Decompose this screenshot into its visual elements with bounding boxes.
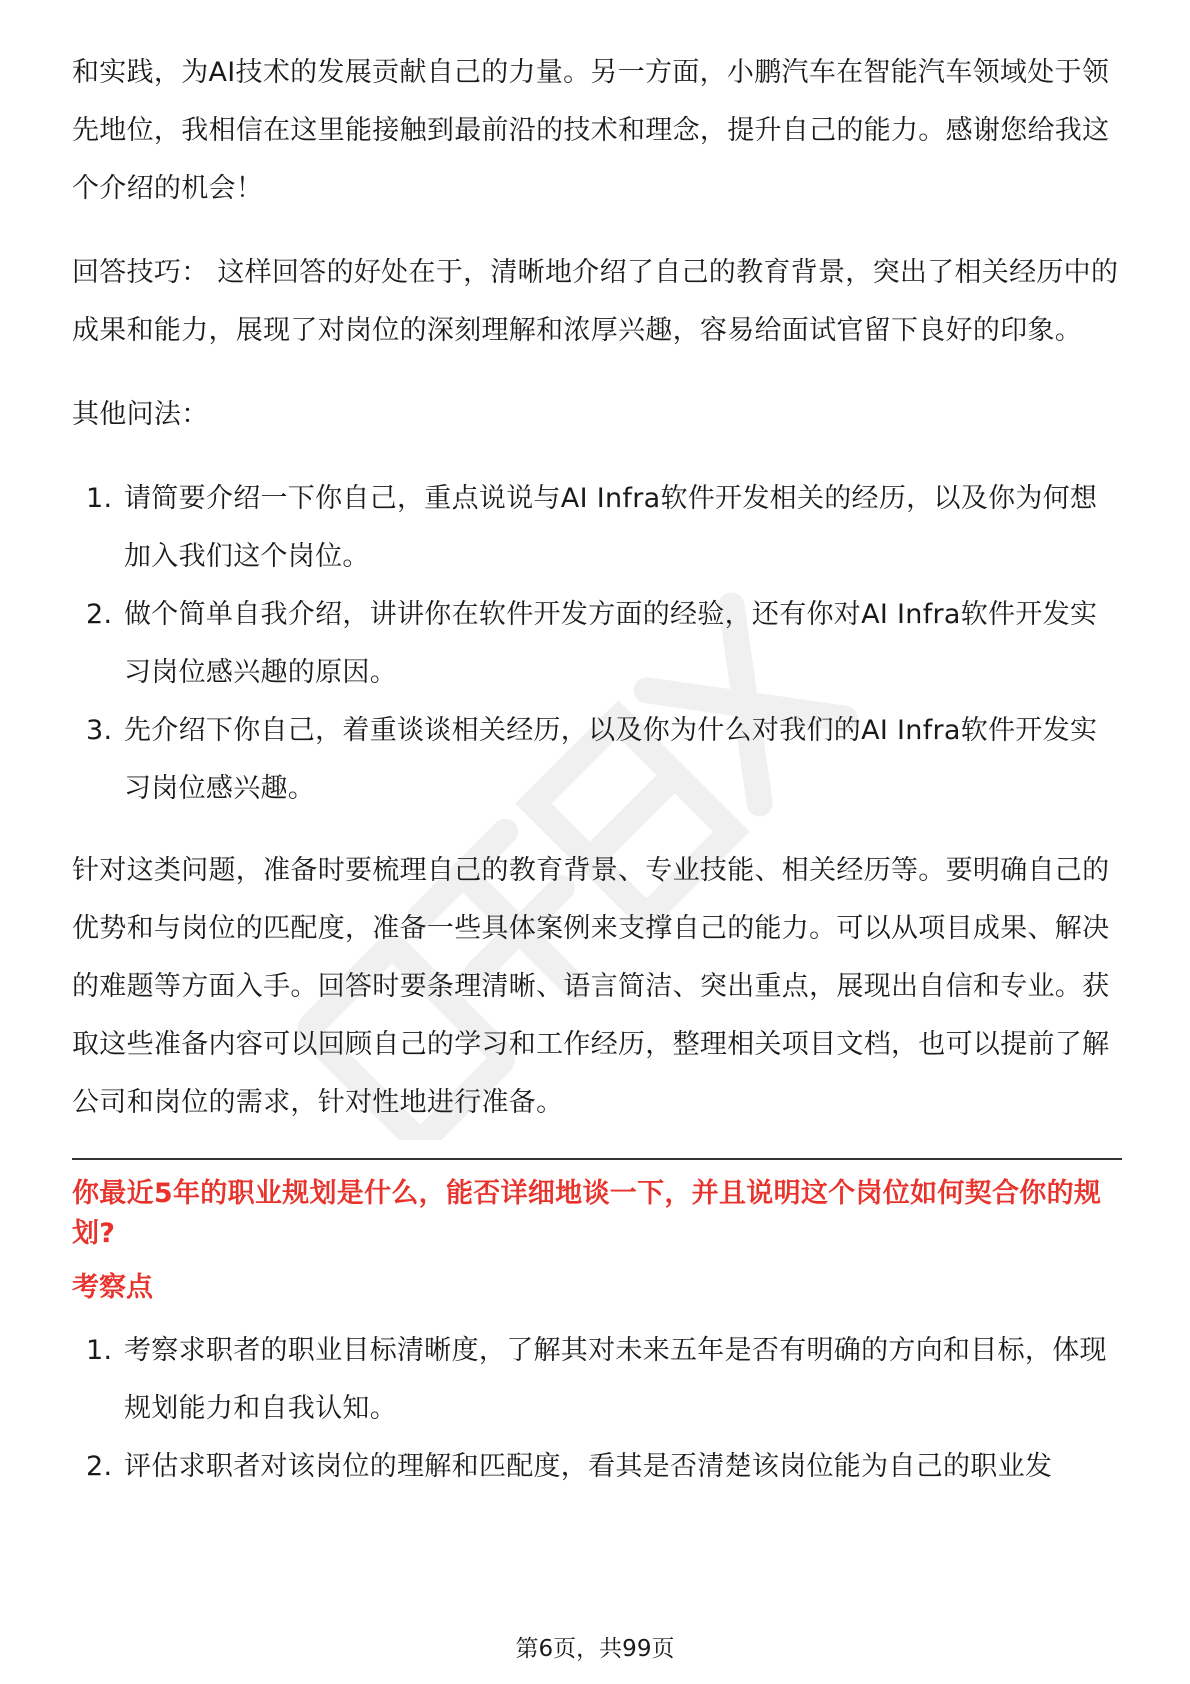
list-item-text: 评估求职者对该岗位的理解和匹配度，看其是否清楚该岗位能为自己的职业发: [124, 1451, 1053, 1482]
section-divider: [72, 1158, 1122, 1160]
main-content: [72, 44, 1122, 1520]
other-questions-label: 其他问法：: [72, 399, 209, 430]
list-item-text: 先介绍下你自己，着重谈谈相关经历，以及你为什么对我们的AI Infra软件开发实习岗位感兴趣。: [124, 715, 1098, 804]
list-number: 3.: [86, 715, 113, 746]
list-item: [72, 586, 1122, 702]
other-questions-list: [72, 470, 1122, 818]
list-item: [72, 1322, 1122, 1438]
list-item-text: 请简要介绍一下你自己，重点说说与AI Infra软件开发相关的经历，以及你为何想加入我们这个岗位。: [124, 483, 1098, 572]
list-number: 2.: [86, 1451, 113, 1482]
list-item: [72, 470, 1122, 586]
list-item: [72, 1438, 1122, 1496]
list-number: 1.: [86, 1335, 113, 1366]
assessment-points-label: 考察点: [72, 1272, 153, 1303]
list-item: [72, 702, 1122, 818]
answer-paragraph-end: 和实践，为AI技术的发展贡献自己的力量。另一方面，小鹏汽车在智能汽车领域处于领先地位，我相信在这里能接触到最前沿的技术和理念，提升自己的能力。感谢您给我这个介绍的机会！: [72, 57, 1110, 204]
page-number-footer: 第6页，共99页: [515, 1636, 675, 1662]
list-item-text: 考察求职者的职业目标清晰度，了解其对未来五年是否有明确的方向和目标，体现规划能力和自我认知。: [124, 1335, 1107, 1424]
preparation-advice-paragraph: 针对这类问题，准备时要梳理自己的教育背景、专业技能、相关经历等。要明确自己的优势和与岗位的匹配度，准备一些具体案例来支撑自己的能力。可以从项目成果、解决的难题等方面入手。回答时要条理清晰、语言简洁、突出重点，展现出自信和专业。获取这些准备内容可以回顾自己的学习和工作经历，整理相关项目文档，也可以提前了解公司和岗位的需求，针对性地进行准备。: [72, 855, 1110, 1118]
assessment-points-list: [72, 1322, 1122, 1496]
list-number: 2.: [86, 599, 113, 630]
answer-tip-paragraph: 回答技巧： 这样回答的好处在于，清晰地介绍了自己的教育背景，突出了相关经历中的成果和能力，展现了对岗位的深刻理解和浓厚兴趣，容易给面试官留下良好的印象。: [72, 257, 1119, 346]
list-number: 1.: [86, 483, 113, 514]
question-heading: 你最近5年的职业规划是什么，能否详细地谈一下，并且说明这个岗位如何契合你的规划?: [72, 1178, 1102, 1249]
list-item-text: 做个简单自我介绍，讲讲你在软件开发方面的经验，还有你对AI Infra软件开发实习岗位感兴趣的原因。: [124, 599, 1098, 688]
